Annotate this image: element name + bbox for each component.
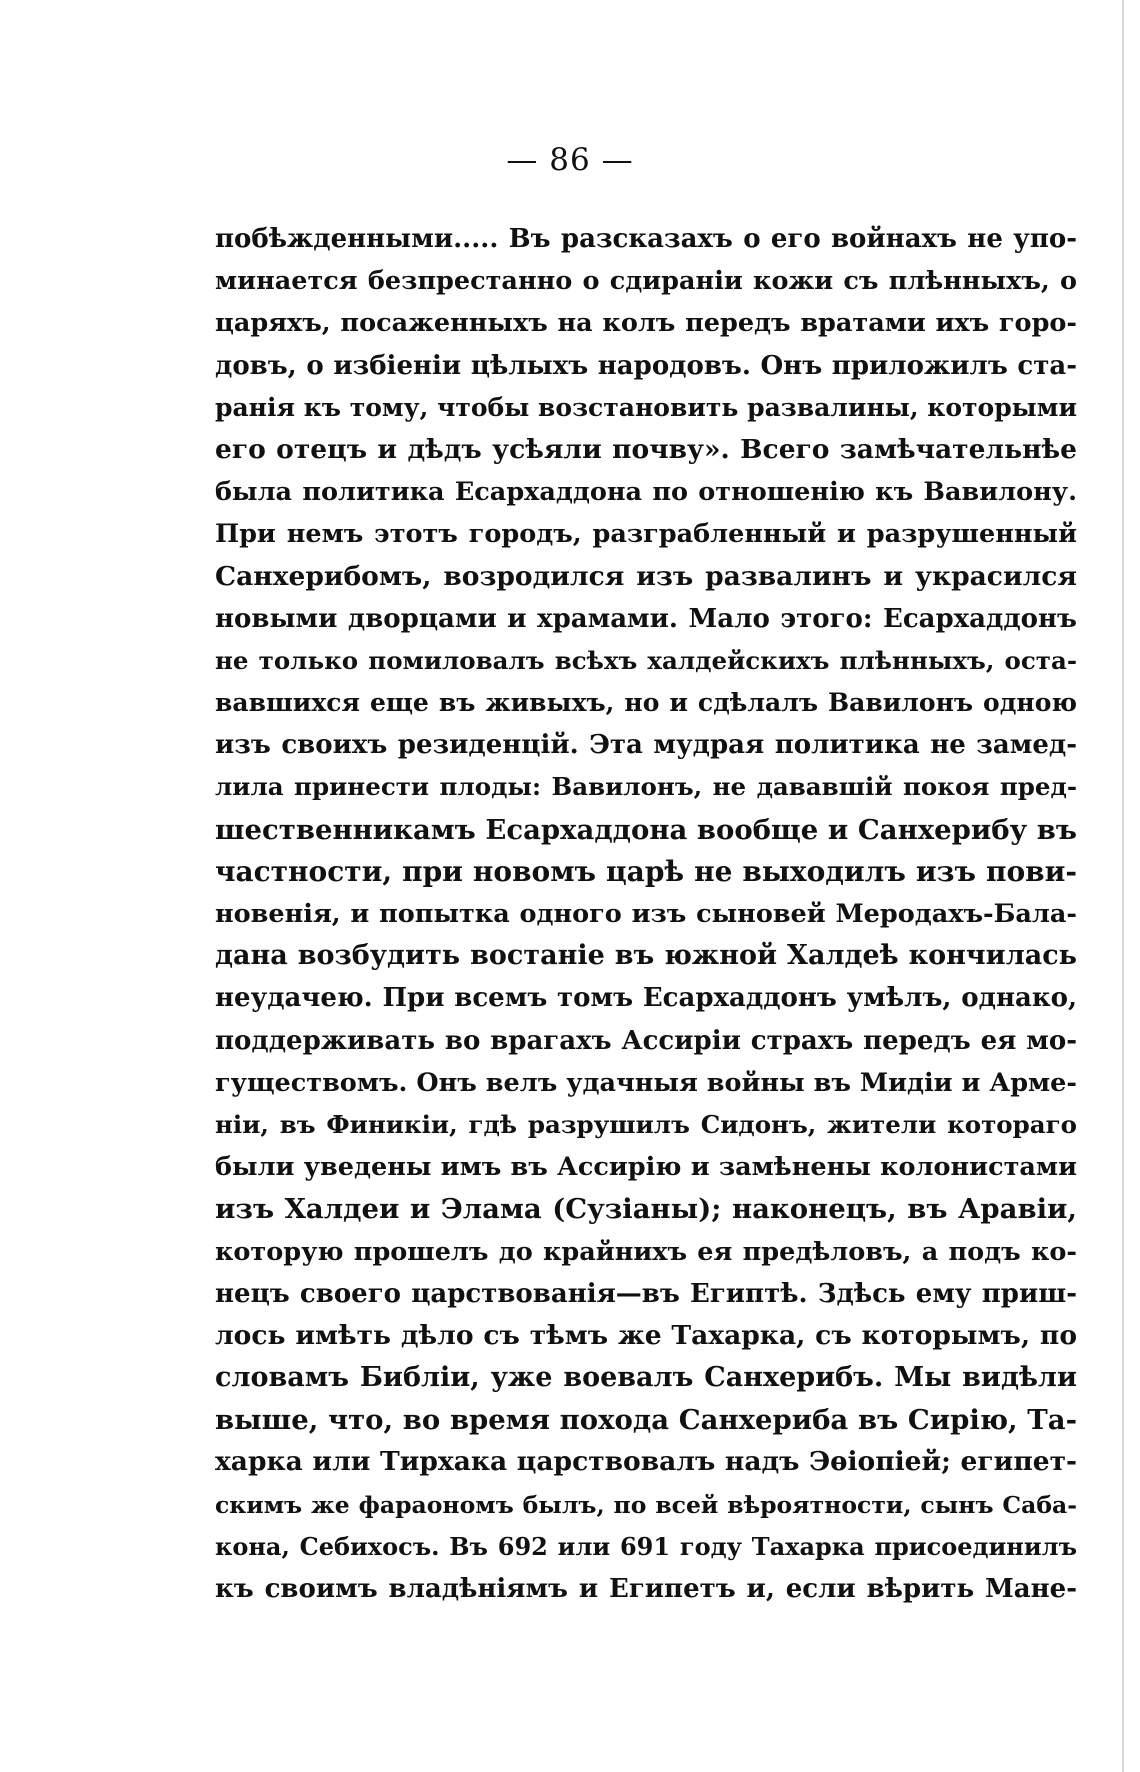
text-line: словамъ Библіи, уже воевалъ Санхерибъ. Мы видѣли [215,1362,1077,1394]
text-line: довъ, о избіеніи цѣлыхъ народовъ. Онъ приложилъ ста- [215,350,1077,381]
text-line: минается безпрестанно о сдираніи кожи съ плѣнныхъ, о [215,266,1077,297]
text-line: выше, что, во время похода Санхериба въ Сирію, Та- [215,1404,1077,1437]
text-line: лила принести плоды: Вавилонъ, не дававшій покоя пред- [215,772,1077,802]
text-line: дана возбудить востаніе въ южной Халдеѣ кончилась [215,940,1077,972]
text-line: изъ Халдеи и Элама (Сузіаны); наконецъ, въ Аравіи, [215,1193,1077,1226]
page-number: — 86 — [506,142,634,178]
text-line: новыми дворцами и храмами. Мало этого: Есархаддонъ [215,603,1077,634]
text-line: лось имѣть дѣло съ тѣмъ же Тахарка, съ которымъ, по [215,1319,1077,1351]
text-line: поддерживать во врагахъ Ассиріи страхъ передъ ея мо- [215,1025,1077,1056]
text-line: скимъ же фараономъ былъ, по всей вѣроятности, сынъ Саба- [215,1490,1077,1519]
text-line: вавшихся еще въ живыхъ, но и сдѣлалъ Вавилонъ одною [215,688,1077,718]
text-line: гуществомъ. Онъ велъ удачныя войны въ Мидіи и Арме- [215,1067,1077,1098]
text-line: которую прошелъ до крайнихъ ея предѣловъ, а подъ ко- [215,1236,1077,1267]
text-line: къ своимъ владѣніямъ и Египетъ и, если вѣрить Мане- [215,1574,1077,1604]
text-line: ранія къ тому, чтобы возстановить развалины, которыми [215,392,1077,422]
text-line: его отецъ и дѣдъ усѣяли почву». Всего замѣчательнѣе [215,433,1077,465]
text-line: была политика Есархаддона по отношенію къ Вавилону. [215,477,1077,508]
text-line: не только помиловалъ всѣхъ халдейскихъ плѣнныхъ, оста- [215,645,1077,675]
text-line: были уведены имъ въ Ассирію и замѣнены колонистами [215,1152,1077,1183]
text-line: При немъ этотъ городъ, разграбленный и разрушенный [215,519,1077,550]
text-line: побѣжденными..... Въ разсказахъ о его войнахъ не упо- [215,224,1077,254]
text-line: изъ своихъ резиденцій. Эта мудрая политика не замед- [215,730,1077,761]
text-line: ніи, въ Финикіи, гдѣ разрушилъ Сидонъ, жители котораго [215,1109,1077,1139]
text-line: новенія, и попытка одного изъ сыновей Меродахъ-Бала- [215,899,1077,929]
text-line: кона, Себихосъ. Въ 692 или 691 году Тахарка присоединилъ [215,1531,1077,1561]
body-text [215,218,1077,1610]
text-line: шественникамъ Есархаддона вообще и Санхерибу въ [215,813,1077,846]
text-line: частности, при новомъ царѣ не выходилъ изъ пови- [215,854,1077,888]
text-line: нецъ своего царствованія—въ Египтѣ. Здѣсь ему приш- [215,1278,1077,1309]
text-line: неудачею. При всемъ томъ Есархаддонъ умѣлъ, однако, [215,983,1077,1014]
text-line: царяхъ, посаженныхъ на колъ передъ вратами ихъ горо- [215,308,1077,339]
page-edge-rule [1122,0,1124,1772]
text-line: харка или Тирхака царствовалъ надъ Эѳіопіей; египет- [215,1446,1077,1478]
text-line: Санхерибомъ, возродился изъ развалинъ и украсился [215,560,1077,592]
